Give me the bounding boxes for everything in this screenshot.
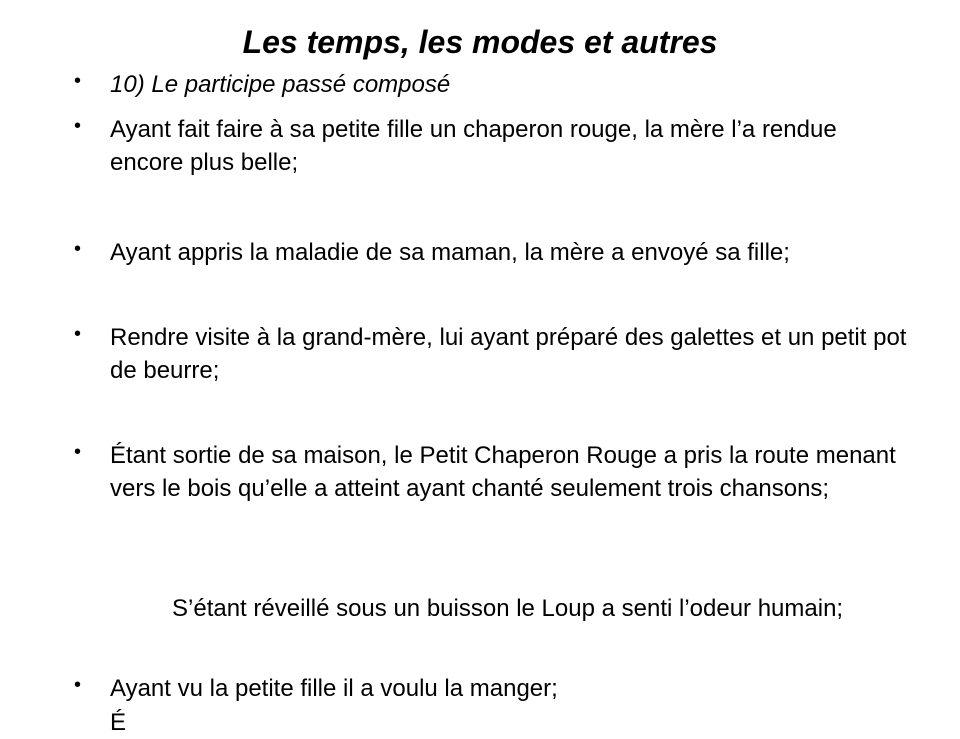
bullet-item	[74, 113, 914, 179]
bullet-text: Ayant appris la maladie de sa maman, la mère a envoyé sa fille;	[110, 239, 790, 266]
bullet-dot: •	[74, 441, 82, 463]
paragraph-text	[110, 592, 910, 625]
bullet-text: Étant sortie de sa maison, le Petit Chaperon Rouge a pris la route menant vers le bois qu’elle a atteint ayant chanté seulement trois chansons;	[110, 442, 896, 502]
bullet-item	[74, 321, 914, 387]
bullet-text: Ayant vu la petite fille il a voulu la manger;	[110, 675, 558, 702]
bullet-dot: •	[74, 238, 82, 260]
bullet-item	[74, 672, 914, 705]
cut-off-text: É	[110, 709, 127, 736]
bullet-item	[74, 68, 914, 101]
paragraph-content: S’étant réveillé sous un buisson le Loup a senti l’odeur humain;	[172, 595, 844, 622]
bullet-item	[74, 439, 914, 505]
bullet-text: 10) Le participe passé composé	[110, 71, 451, 98]
bullet-dot: •	[74, 70, 82, 92]
bullet-dot: •	[74, 674, 82, 696]
bullet-dot: •	[74, 323, 82, 345]
slide-title: Les temps, les modes et autres	[242, 24, 718, 60]
bullet-text: Rendre visite à la grand-mère, lui ayant préparé des galettes et un petit pot de beurre;	[110, 324, 907, 384]
bullet-text: Ayant fait faire à sa petite fille un chaperon rouge, la mère l’a rendue encore plus belle;	[110, 116, 837, 176]
bullet-item	[74, 236, 914, 269]
bullet-dot: •	[74, 115, 82, 137]
